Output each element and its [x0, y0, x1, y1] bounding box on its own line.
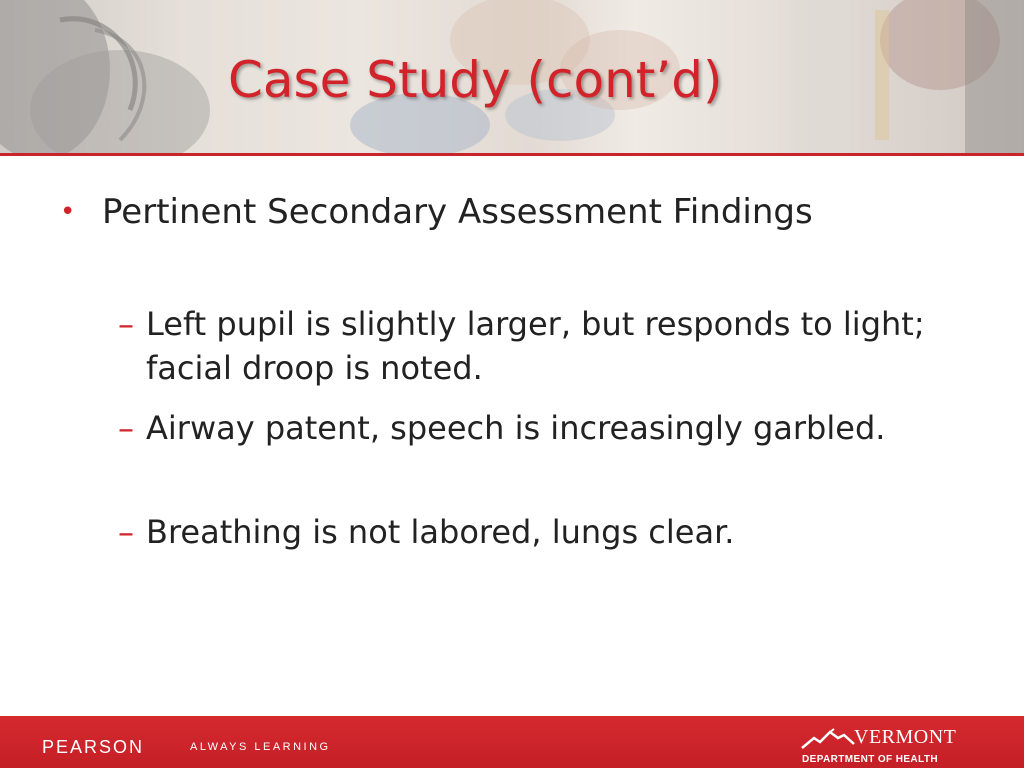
pearson-logo: PEARSON — [42, 737, 145, 757]
sub-bullet-marker: – — [118, 305, 134, 343]
vermont-health-logo — [800, 726, 960, 768]
header-banner-photo — [0, 0, 1024, 153]
sub-bullet-item — [118, 302, 978, 390]
bullet-marker: • — [60, 197, 76, 227]
mountain-icon — [800, 726, 856, 752]
department-of-health-label: DEPARTMENT OF HEALTH — [802, 754, 938, 765]
footer-bar — [0, 716, 1024, 768]
bullet-item — [60, 190, 960, 234]
bullet-text: Pertinent Secondary Assessment Findings — [102, 192, 813, 232]
sub-bullet-marker: – — [118, 513, 134, 551]
sub-bullet-text: Left pupil is slightly larger, but responds to light; facial droop is noted. — [146, 305, 925, 387]
sub-bullet-text: Breathing is not labored, lungs clear. — [146, 513, 735, 551]
sub-bullet-marker: – — [118, 409, 134, 447]
sub-bullet-item — [118, 510, 978, 554]
sub-bullet-item — [118, 406, 978, 450]
sub-bullet-text: Airway patent, speech is increasingly garbled. — [146, 409, 886, 447]
footer-tagline: ALWAYS LEARNING — [190, 741, 331, 753]
slide-title: Case Study (cont’d) — [228, 51, 723, 109]
vermont-name: VERMONT — [854, 726, 957, 748]
header-divider — [0, 153, 1024, 156]
